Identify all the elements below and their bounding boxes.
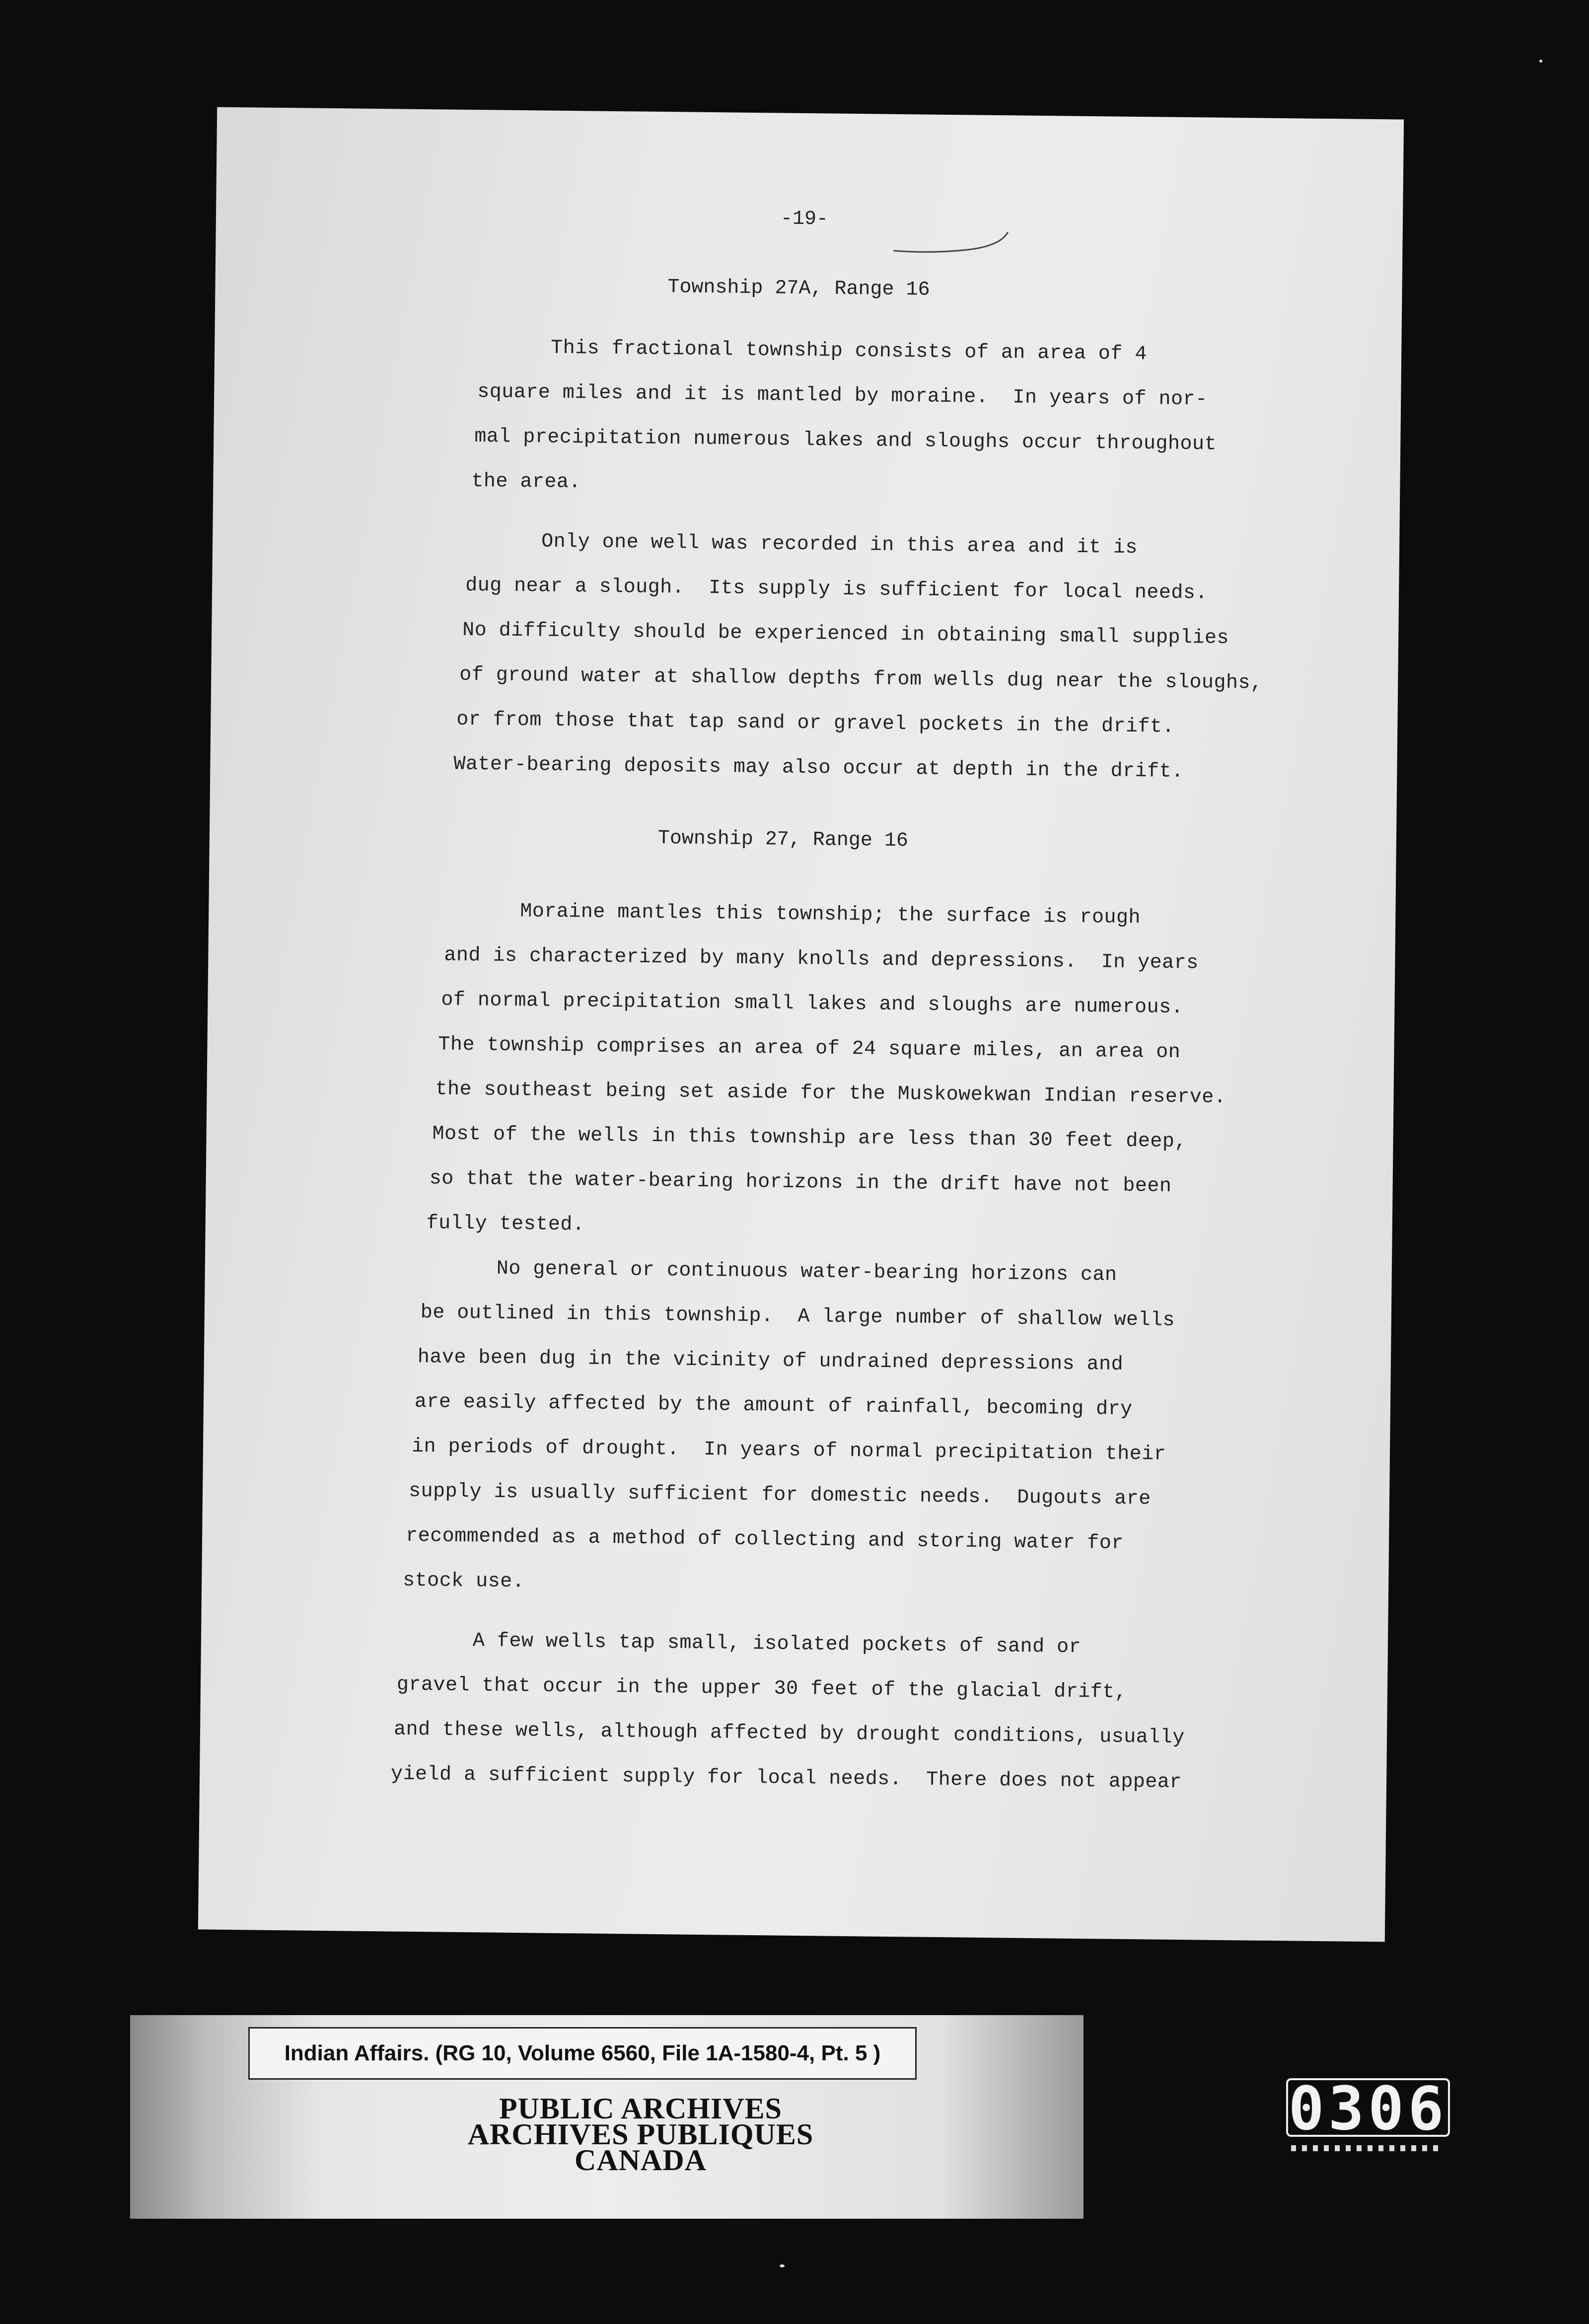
text-line: This fractional township consists of an area of 4 <box>478 336 1148 366</box>
heading-township-27a: Township 27A, Range 16 <box>667 276 930 301</box>
text-line: gravel that occur in the upper 30 feet of the glacial drift, <box>396 1673 1127 1704</box>
text-line: in periods of drought. In years of normal precipitation their <box>411 1435 1166 1466</box>
text-line: The township comprises an area of 24 square miles, an area on <box>438 1033 1181 1064</box>
text-line: Moraine mantles this township; the surface is rough <box>447 899 1141 930</box>
text-line: dug near a slough. Its supply is sufficient for local needs. <box>465 574 1208 605</box>
text-line: the area. <box>471 470 581 494</box>
text-line: fully tested. <box>426 1212 585 1236</box>
heading-township-27: Township 27, Range 16 <box>657 827 909 853</box>
text-line: A few wells tap small, isolated pockets of sand or <box>399 1629 1082 1659</box>
archive-stamp-line-2: ARCHIVES PUBLIQUES <box>467 2118 814 2151</box>
text-line: square miles and it is mantled by moraine. In years of nor- <box>477 381 1208 411</box>
text-line: Water-bearing deposits may also occur at depth in the drift. <box>453 753 1184 784</box>
text-line: of ground water at shallow depths from wells dug near the sloughs, <box>459 663 1263 695</box>
text-line: stock use. <box>402 1569 525 1594</box>
text-line: so that the water-bearing horizons in the drift have not been <box>429 1167 1172 1198</box>
text-line: No difficulty should be experienced in obtaining small supplies <box>462 619 1229 650</box>
text-line: and is characterized by many knolls and depressions. In years <box>444 944 1199 975</box>
text-line: Most of the wells in this township are less than 30 feet deep, <box>432 1123 1187 1154</box>
frame-counter: 0306 <box>1286 2078 1450 2137</box>
pen-mark <box>891 228 1011 260</box>
frame-counter-ticks <box>1291 2145 1440 2151</box>
text-line: yield a sufficient supply for local needs. There does not appear <box>390 1763 1182 1794</box>
page-number: -19- <box>780 208 829 231</box>
text-line: supply is usually sufficient for domestic needs. Dugouts are <box>408 1480 1152 1511</box>
text-line: of normal precipitation small lakes and sloughs are numerous. <box>441 989 1184 1019</box>
text-line: or from those that tap sand or gravel pockets in the drift. <box>456 708 1175 738</box>
dust-speck <box>387 313 391 317</box>
text-line: No general or continuous water-bearing horizons can <box>423 1257 1117 1287</box>
text-line: recommended as a method of collecting and storing water for <box>405 1525 1124 1555</box>
document-page <box>198 107 1404 1942</box>
text-line: be outlined in this township. A large number of shallow wells <box>420 1302 1175 1332</box>
archive-reference-label: Indian Affairs. (RG 10, Volume 6560, File 1A-1580-4, Pt. 5 ) <box>248 2027 917 2080</box>
text-line: mal precipitation numerous lakes and sloughs occur throughout <box>474 426 1217 456</box>
text-line: are easily affected by the amount of rainfall, becoming dry <box>414 1390 1133 1421</box>
archive-stamp-line-3: CANADA <box>575 2144 707 2177</box>
dust-speck <box>1539 60 1542 63</box>
text-line: and these wells, although affected by drought conditions, usually <box>393 1718 1185 1749</box>
text-line: the southeast being set aside for the Muskowekwan Indian reserve. <box>435 1078 1227 1109</box>
archive-stamp <box>377 2092 904 2177</box>
text-line: Only one well was recorded in this area and it is <box>468 529 1138 560</box>
text-line: have been dug in the vicinity of undrained depressions and <box>417 1346 1124 1376</box>
dust-speck <box>780 2264 785 2267</box>
archive-stamp-line-1: PUBLIC ARCHIVES <box>499 2092 783 2125</box>
